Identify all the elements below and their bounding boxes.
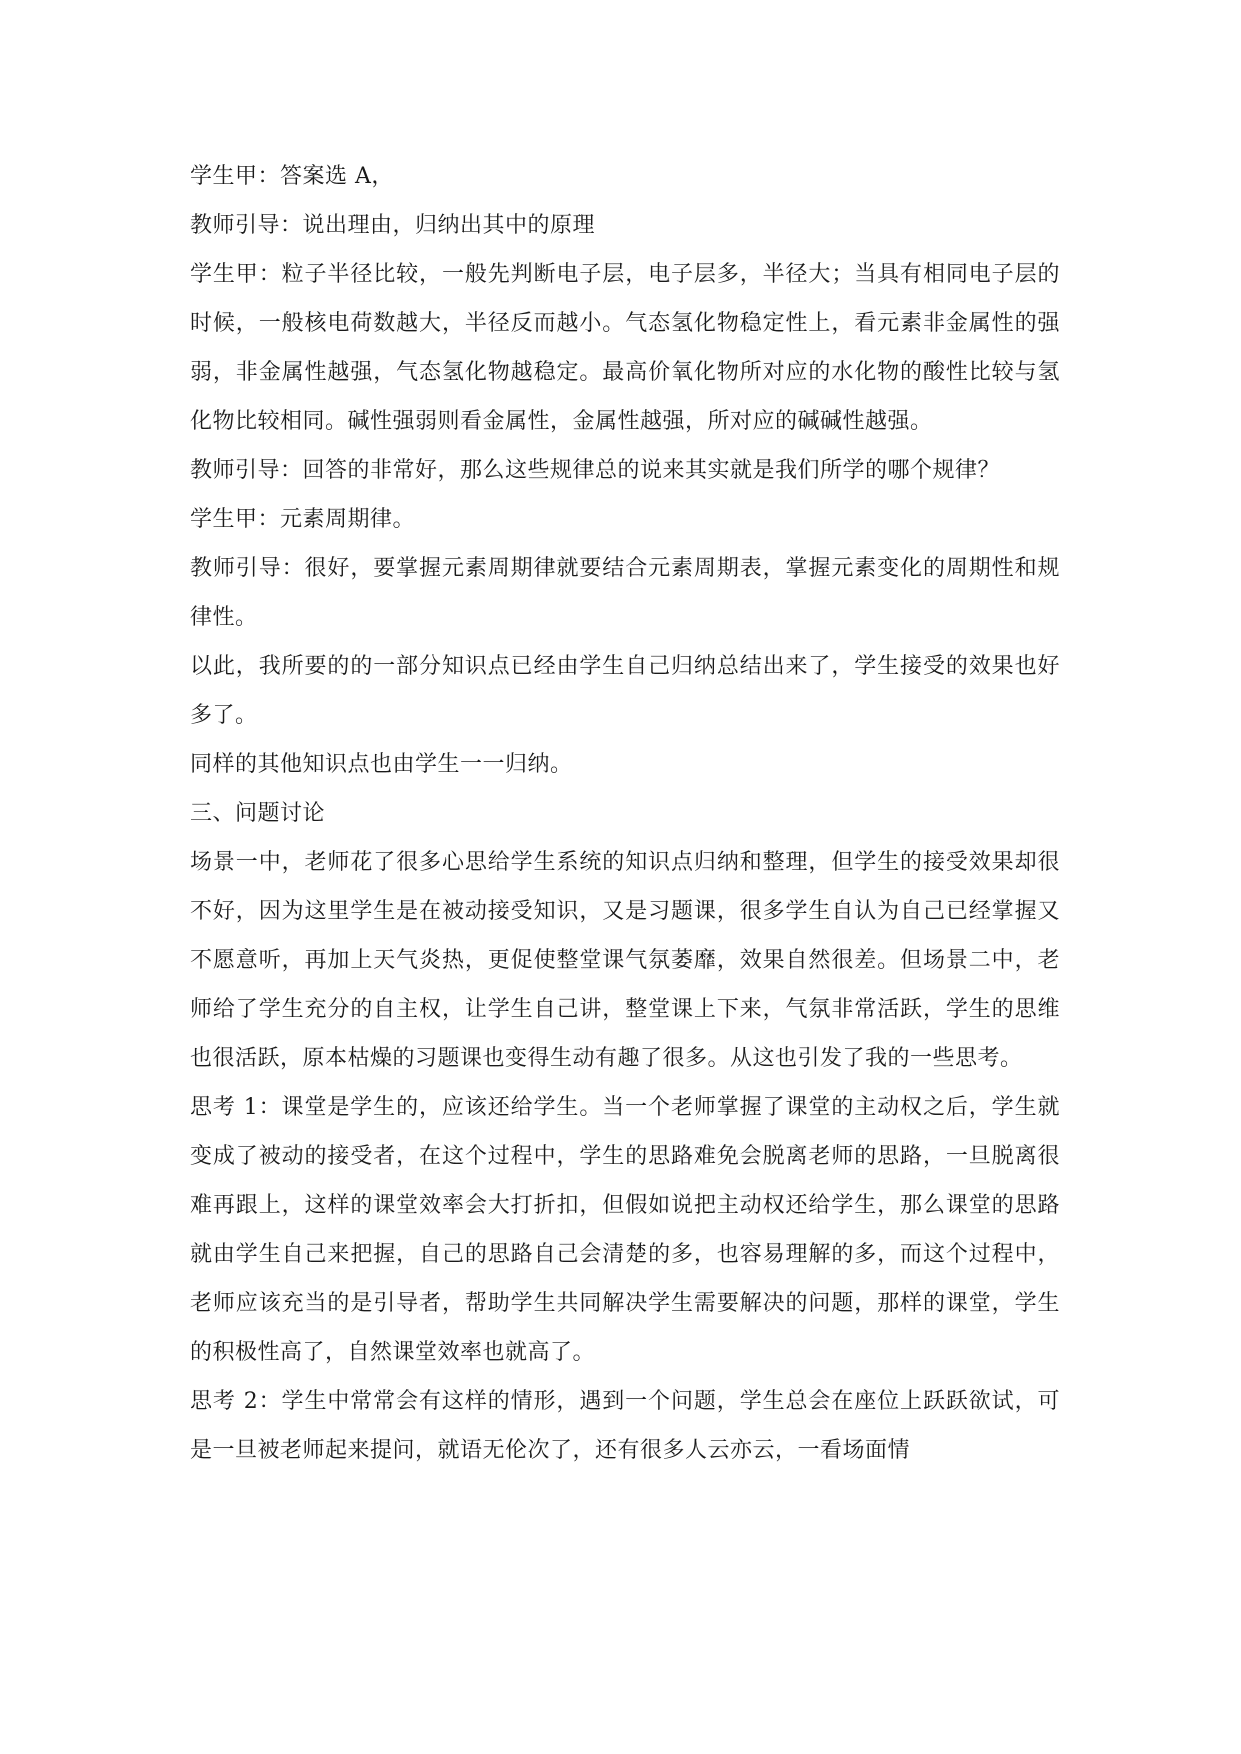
- paragraph-other-points: 同样的其他知识点也由学生一一归纳。: [190, 752, 573, 777]
- paragraph-thought-1: 思考 1：课堂是学生的，应该还给学生。当一个老师掌握了课堂的主动权之后，学生就变成了被动的接受者，在这个过程中，学生的思路难免会脱离老师的思路，一旦脱离很难再跟上，这样的课堂效率会大打折扣，但假如说把主动权还给学生，那么课堂的思路就由学生自己来把握，自己的思路自己会清楚的多，也容易理解的多，而这个过程中，老师应该充当的是引导者，帮助学生共同解决学生需要解决的问题，那样的课堂，学生的积极性高了，自然课堂效率也就高了。: [190, 1095, 1060, 1365]
- paragraph-student-periodic-law: 学生甲：元素周期律。: [190, 507, 416, 532]
- paragraph-scene-comparison: 场景一中，老师花了很多心思给学生系统的知识点归纳和整理，但学生的接受效果却很不好，因为这里学生是在被动接受知识，又是习题课，很多学生自认为自己已经掌握又不愿意听，再加上天气炎热，更促使整堂课气氛萎靡，效果自然很差。但场景二中，老师给了学生充分的自主权，让学生自己讲，整堂课上下来，气氛非常活跃，学生的思维也很活跃，原本枯燥的习题课也变得生动有趣了很多。从这也引发了我的一些思考。: [190, 850, 1060, 1071]
- document-body: [190, 152, 1060, 1475]
- paragraph-teacher-prompt-reason: 教师引导：说出理由，归纳出其中的原理: [190, 213, 596, 238]
- paragraph-thought-2: 思考 2：学生中常常会有这样的情形，遇到一个问题，学生总会在座位上跃跃欲试，可是一旦被老师起来提问，就语无伦次了，还有很多人云亦云，一看场面情: [190, 1389, 1060, 1463]
- paragraph-reflection: 以此，我所要的的一部分知识点已经由学生自己归纳总结出来了，学生接受的效果也好多了。: [190, 654, 1060, 728]
- paragraph-student-answer: 学生甲：答案选 A，: [190, 164, 394, 189]
- paragraph-teacher-summary: 教师引导：很好，要掌握元素周期律就要结合元素周期表，掌握元素变化的周期性和规律性。: [190, 556, 1060, 630]
- section-heading-discussion: 三、问题讨论: [190, 801, 326, 826]
- paragraph-teacher-question: 教师引导：回答的非常好，那么这些规律总的说来其实就是我们所学的哪个规律？: [190, 458, 1001, 483]
- paragraph-student-explanation: 学生甲：粒子半径比较，一般先判断电子层，电子层多，半径大；当具有相同电子层的时候，一般核电荷数越大，半径反而越小。气态氢化物稳定性上，看元素非金属性的强弱，非金属性越强，气态氢化物越稳定。最高价氧化物所对应的水化物的酸性比较与氢化物比较相同。碱性强弱则看金属性，金属性越强，所对应的碱碱性越强。: [190, 262, 1060, 434]
